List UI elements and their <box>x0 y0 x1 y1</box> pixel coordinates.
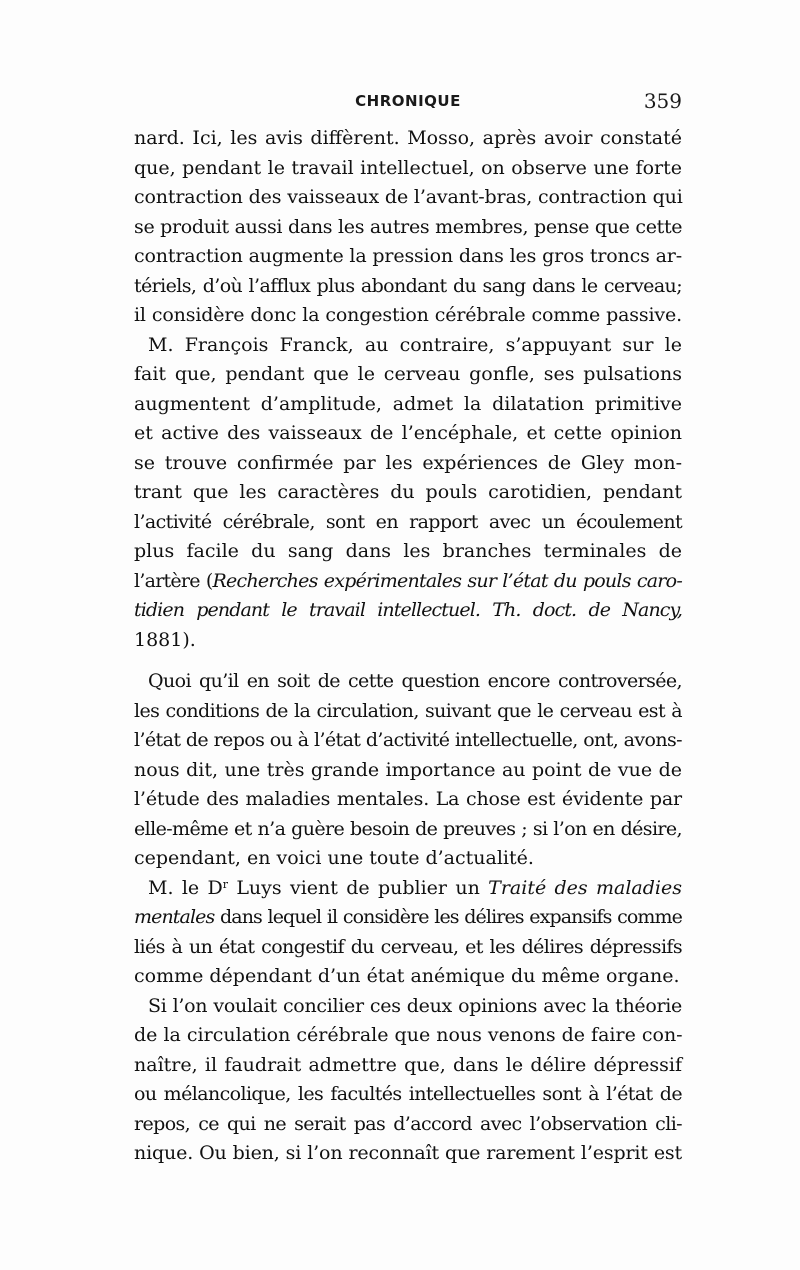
text-line: se produit aussi dans les autres membres, pense que cette <box>134 215 683 238</box>
text-line: que, pendant le travail intellectuel, on observe une forte <box>134 156 682 179</box>
text-line: M. François Franck, au contraire, s’appuyant sur le <box>148 333 682 356</box>
text-segment: M. le D <box>148 876 223 899</box>
citation-line <box>134 567 682 597</box>
page-number: 359 <box>643 89 682 113</box>
text-line: de la circulation cérébrale que nous venons de faire con- <box>134 1024 683 1046</box>
running-title: CHRONIQUE <box>355 92 461 110</box>
citation-line <box>134 596 682 626</box>
text-segment: dans lequel il considère les délires expansifs comme <box>214 906 682 928</box>
paragraph <box>134 667 682 874</box>
book-title-cont: mentales <box>134 906 215 928</box>
paragraph <box>134 992 682 1169</box>
text-line: trant que les caractères du pouls carotidien, pendant <box>134 481 682 503</box>
text-line: fait que, pendant que le cerveau gonfle, ses pulsations <box>134 363 682 385</box>
text-line: cependant, en voici une toute d’actualité. <box>134 847 534 869</box>
text-line: se trouve confirmée par les expériences de Gley mon- <box>134 451 682 474</box>
text-line: il considère donc la congestion cérébrale comme passive. <box>134 304 682 326</box>
text-line: comme dépendant d’un état anémique du même organe. <box>134 965 680 987</box>
text-line: plus facile du sang dans les branches terminales de <box>134 540 682 562</box>
text-line: et active des vaisseaux de l’encéphale, et cette opinion <box>134 422 682 444</box>
paragraph <box>134 331 682 656</box>
text-line: contraction des vaisseaux de l’avant-bras, contraction qui <box>134 186 683 208</box>
paragraph <box>134 874 682 992</box>
book-title: Traité des maladies <box>488 876 682 899</box>
text-line: nique. Ou bien, si l’on reconnaît que rarement l’esprit est <box>134 1142 682 1164</box>
citation-title: Recherches expérimentales sur l’état du pouls caro- <box>212 569 682 592</box>
text-segment: Luys vient de publier un <box>227 876 489 899</box>
text-line: l’étude des maladies mentales. La chose est évidente par <box>134 788 682 810</box>
superscript: r <box>222 877 228 891</box>
text-line <box>134 874 682 904</box>
citation-intro: l’artère ( <box>134 569 213 592</box>
text-line: elle-même et n’a guère besoin de preuves ; si l’on en désire, <box>134 817 682 840</box>
text-line: l’état de repos ou à l’état d’activité intellectuelle, ont, avons- <box>134 729 682 751</box>
text-line: repos, ce qui ne serait pas d’accord avec l’observation cli- <box>134 1112 682 1135</box>
text-line <box>134 903 682 933</box>
paragraph <box>134 124 682 331</box>
text-line: l’activité cérébrale, sont en rapport avec un écoulement <box>134 510 682 533</box>
text-line: ou mélancolique, les facultés intellectuelles sont à l’état de <box>134 1083 682 1105</box>
citation-title-cont: tidien pendant le travail intellectuel. Th. doct. de Nancy, <box>134 599 682 621</box>
text-line: liés à un état congestif du cerveau, et les délires dépressifs <box>134 935 682 958</box>
text-line: contraction augmente la pression dans les gros troncs ar- <box>134 245 683 267</box>
text-line: naître, il faudrait admettre que, dans le délire dépressif <box>134 1053 682 1076</box>
text-line: les conditions de la circulation, suivant que le cerveau est à <box>134 699 682 722</box>
text-line: Si l’on voulait concilier ces deux opinions avec la théorie <box>148 994 682 1017</box>
body-text <box>134 124 682 1169</box>
text-line: tériels, d’où l’afflux plus abondant du sang dans le cerveau; <box>134 274 682 297</box>
text-line: nard. Ici, les avis diffèrent. Mosso, après avoir constaté <box>134 127 682 149</box>
text-line: nous dit, une très grande importance au point de vue de <box>134 758 682 781</box>
citation-closing: 1881). <box>134 628 196 651</box>
page-header <box>134 89 682 116</box>
text-line: Quoi qu’il en soit de cette question encore controversée, <box>148 670 682 692</box>
text-line: augmentent d’amplitude, admet la dilatation primitive <box>134 392 682 415</box>
